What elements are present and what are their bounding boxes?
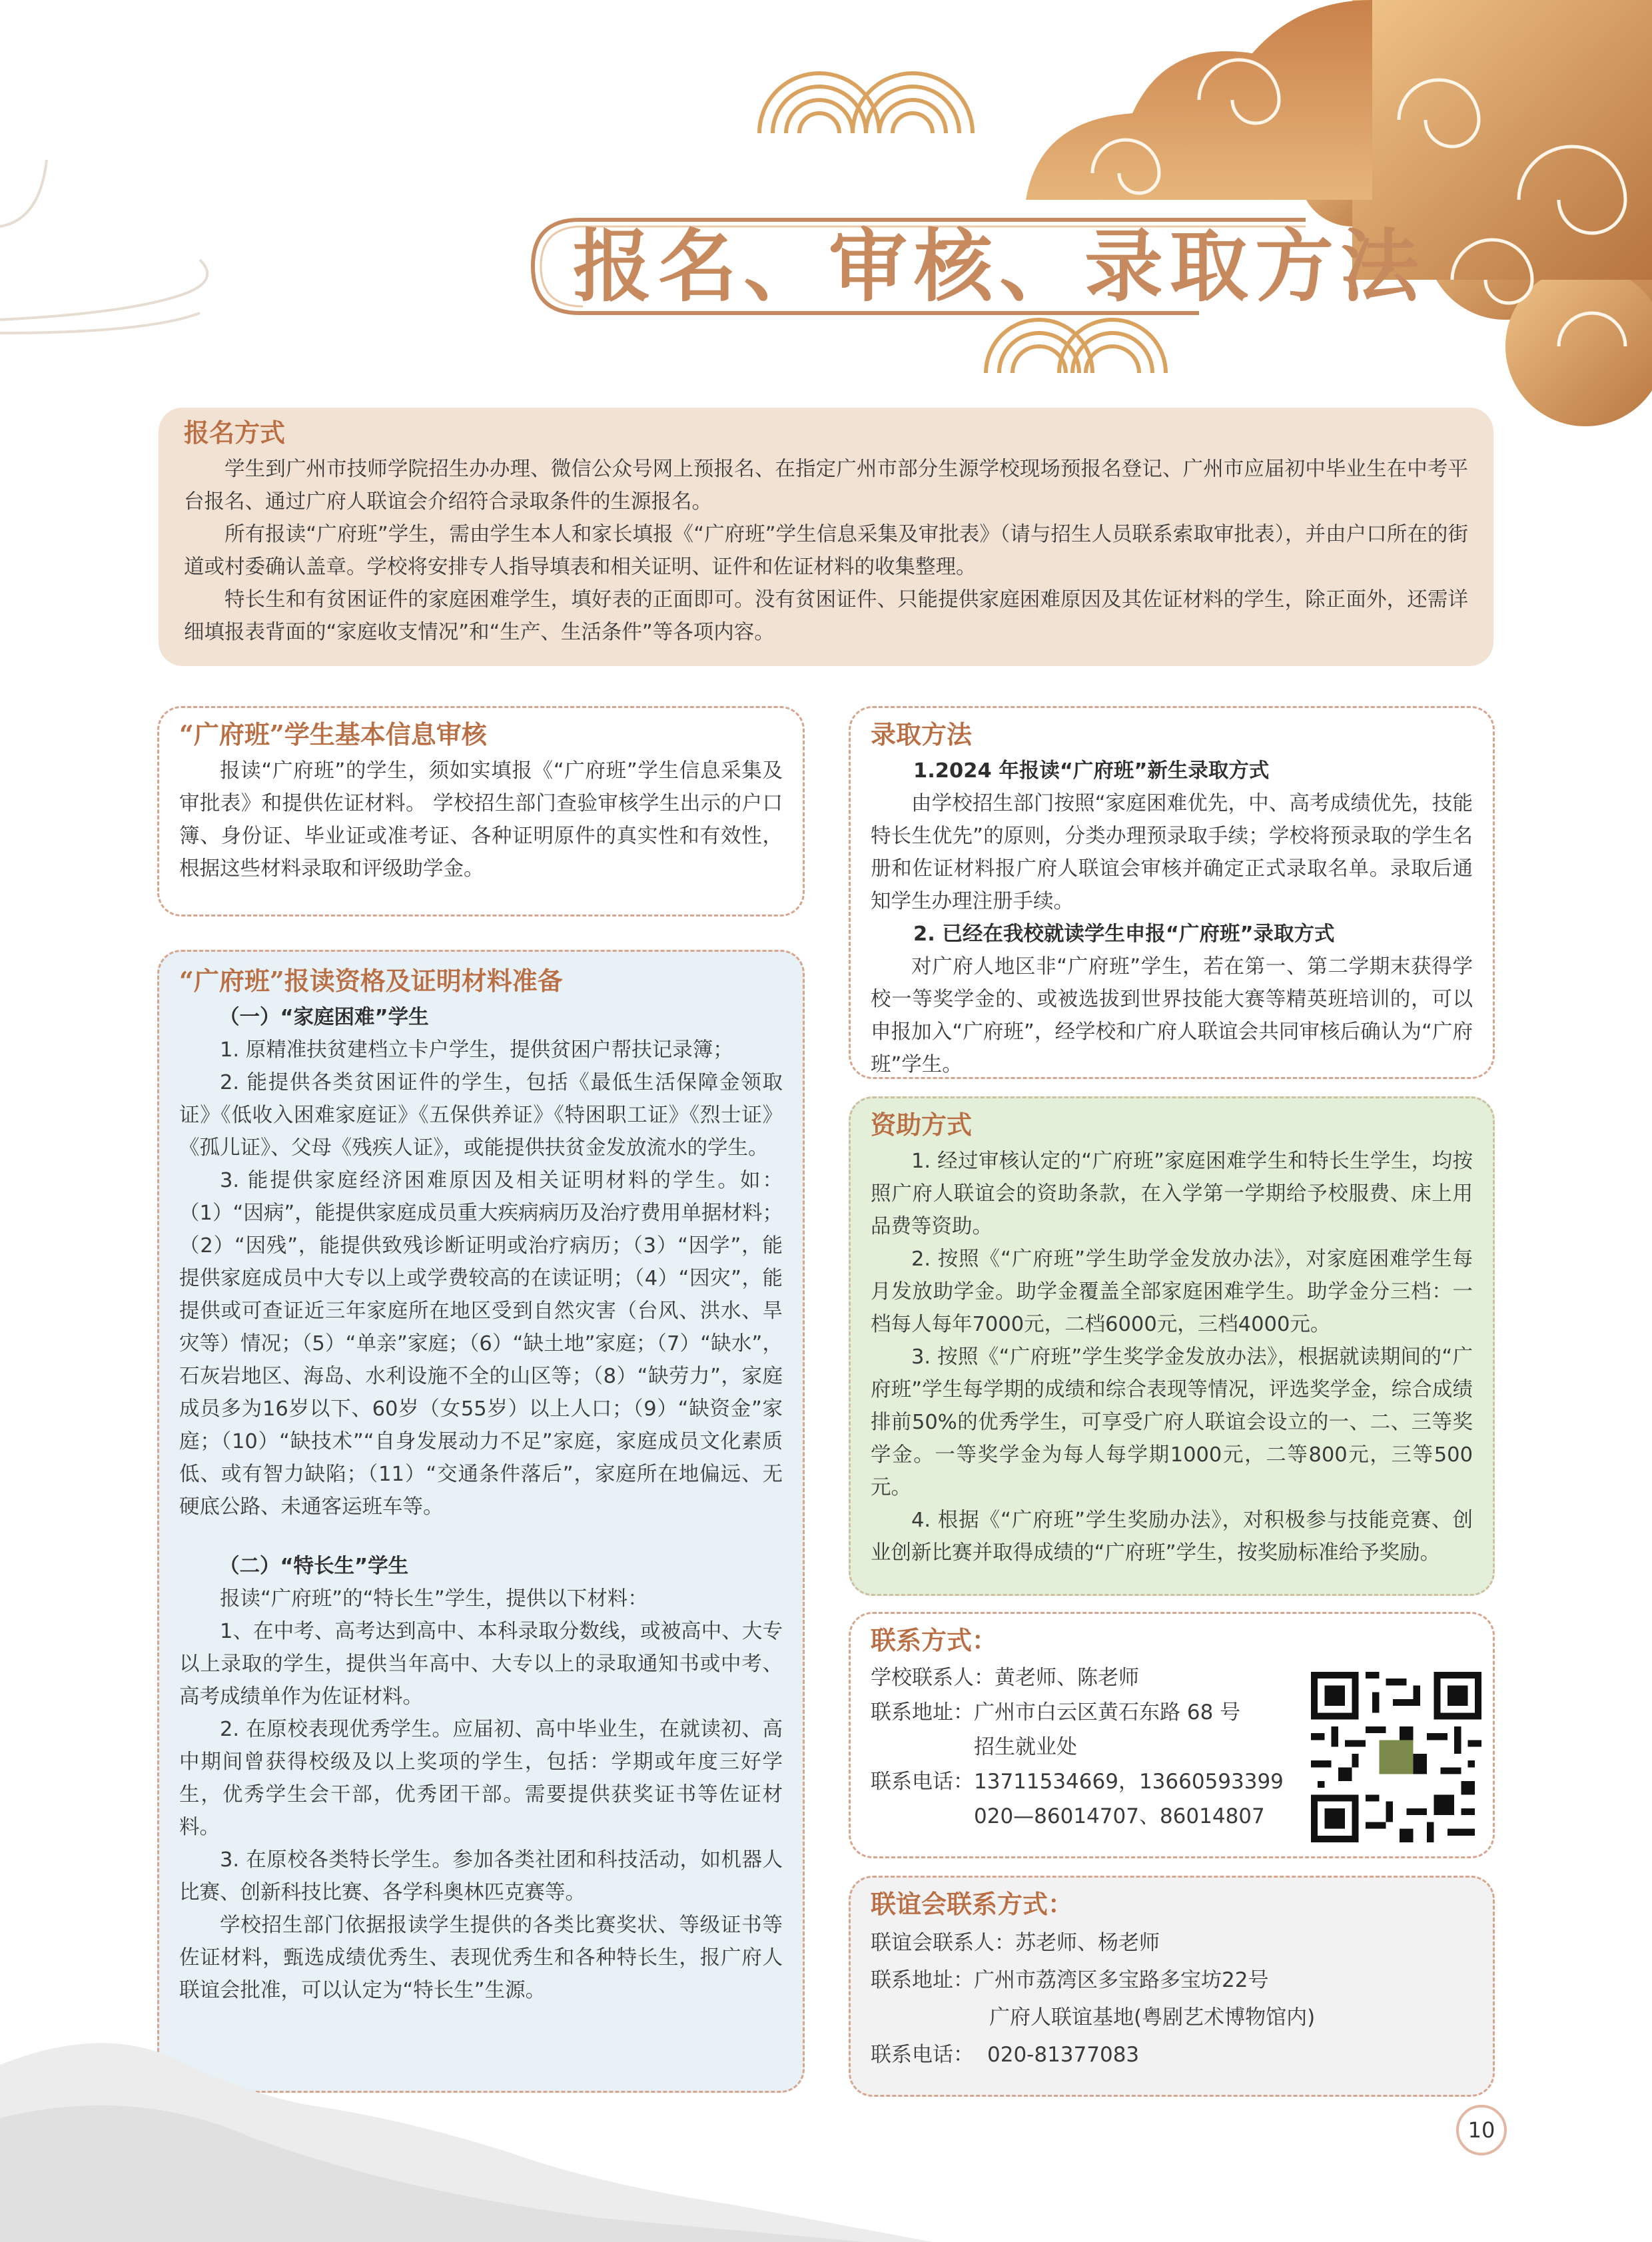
qualification-item: 学校招生部门依据报读学生提供的各类比赛奖状、等级证书等佐证材料，甄选成绩优秀生、表现优秀生和各种特长生，报广府人联谊会批准，可以认定为“特长生”生源。 <box>179 1914 783 2002</box>
qualification-subtitle-hardship: （一）“家庭困难”学生 <box>219 1006 429 1029</box>
admission-paragraph: 由学校招生部门按照“家庭困难优先，中、高考成绩优先，技能特长生优先”的原则，分类办理预录取手续；学校将预录取的学生名册和佐证材料报广府人联谊会审核并确定正式录取名单。录取后通知学生办理注册手续。 <box>871 792 1473 913</box>
association-address-line2: 广府人联谊基地(粤剧艺术博物馆内) <box>989 2006 1316 2030</box>
qualification-item: 2. 能提供各类贫困证件的学生，包括《最低生活保障金领取证》《低收入困难家庭证》《五保供养证》《特困职工证》《烈士证》《孤儿证》、父母《残疾人证》，或能提供扶贫金发放流水的学生。 <box>179 1071 783 1160</box>
qualification-item: 2. 在原校表现优秀学生。应届初、高中毕业生，在就读初、高中期间曾获得校级及以上奖项的学生，包括：学期或年度三好学生，优秀学生会干部，优秀团干部。需要提供获奖证书等佐证材料。 <box>179 1718 783 1839</box>
page-title: 报名、审核、录取方法 <box>573 220 1426 312</box>
admission-paragraph: 对广府人地区非“广府班”学生，若在第一、第二学期末获得学校一等奖学金的、或被选拔到世界技能大赛等精英班培训的，可以申报加入“广府班”，经学校和广府人联谊会共同审核后确认为“广府班”学生。 <box>871 955 1473 1076</box>
association-title: 联谊会联系方式： <box>871 1889 1074 1919</box>
contact-person: 学校联系人：黄老师、陈老师 <box>871 1666 1139 1690</box>
admission-section <box>849 706 1495 1079</box>
aid-paragraph: 3. 按照《“广府班”学生奖学金发放办法》，根据就读期间的“广府班”学生每学期的成绩和综合表现等情况，评选奖学金，综合成绩排前50%的优秀学生，可享受广府人联谊会设立的一、二、三等奖学金。一等奖学金为每人每学期1000元，二等800元，三等500元。 <box>871 1345 1473 1499</box>
registration-paragraph: 学生到广州市技师学院招生办办理、微信公众号网上预报名、在指定广州市部分生源学校现场预报名登记、广州市应届初中毕业生在中考平台报名、通过广府人联谊会介绍符合录取条件的生源报名。 <box>184 458 1468 514</box>
association-section <box>849 1876 1495 2097</box>
mountain-decoration <box>0 1985 933 2242</box>
qualification-item: 1. 原精准扶贫建档立卡户学生，提供贫困户帮扶记录簿； <box>220 1038 733 1062</box>
aid-paragraph: 2. 按照《“广府班”学生助学金发放办法》，对家庭困难学生每月发放助学金。助学金覆盖全部家庭困难学生。助学金分三档：一档每人每年7000元，二档6000元，三档4000元。 <box>871 1248 1473 1336</box>
aid-title: 资助方式 <box>871 1110 973 1140</box>
qualification-title: “广府班”报读资格及证明材料准备 <box>179 966 563 996</box>
contact-address-label: 联系地址： <box>871 1700 974 1724</box>
qualification-section <box>157 950 805 2093</box>
admission-title: 录取方法 <box>871 719 973 749</box>
association-phone: 020-81377083 <box>987 2043 1140 2067</box>
registration-section <box>159 408 1493 666</box>
contact-phone-label: 联系电话： <box>871 1770 974 1794</box>
contact-address: 广州市白云区黄石东路 68 号 <box>974 1700 1241 1724</box>
qualification-item: 报读“广府班”的“特长生”学生，提供以下材料： <box>220 1587 648 1611</box>
aid-paragraph: 1. 经过审核认定的“广府班”家庭困难学生和特长生学生，均按照广府人联谊会的资助条款，在入学第一学期给予校服费、床上用品费等资助。 <box>871 1150 1473 1238</box>
registration-paragraph: 所有报读“广府班”学生，需由学生本人和家长填报《“广府班”学生信息采集及审批表》（请与招生人员联系索取审批表），并由户口所在的街道或村委确认盖章。学校将安排专人指导填表和相关证明、证件和佐证材料的收集整理。 <box>184 523 1468 579</box>
association-address: 广州市荔湾区多宝路多宝坊22号 <box>974 1968 1269 1992</box>
association-address-label: 联系地址： <box>871 1968 974 1992</box>
aid-section <box>849 1096 1495 1596</box>
contact-phone: 13711534669，13660593399 <box>974 1770 1284 1794</box>
review-title: “广府班”学生基本信息审核 <box>179 719 487 749</box>
contact-title: 联系方式： <box>871 1625 998 1655</box>
page-number: 10 <box>1456 2105 1507 2155</box>
qualification-subtitle-talent: （二）“特长生”学生 <box>219 1555 409 1578</box>
admission-subtitle: 2. 已经在我校就读学生申报“广府班”录取方式 <box>913 923 1335 946</box>
qualification-item: 1、在中考、高考达到高中、本科录取分数线，或被高中、大专以上录取的学生，提供当年高中、大专以上的录取通知书或中考、高考成绩单作为佐证材料。 <box>179 1620 783 1708</box>
association-phone-label: 联系电话： <box>871 2043 974 2067</box>
qualification-item: 3. 在原校各类特长学生。参加各类社团和科技活动，如机器人比赛、创新科技比赛、各学科奥林匹克赛等。 <box>179 1848 783 1904</box>
review-section <box>157 706 805 917</box>
contact-phone-line2: 020—86014707、86014807 <box>974 1804 1265 1828</box>
aid-paragraph: 4. 根据《“广府班”学生奖励办法》，对积极参与技能竞赛、创业创新比赛并取得成绩的“广府班”学生，按奖励标准给予奖励。 <box>871 1509 1473 1565</box>
registration-title: 报名方式 <box>184 418 286 448</box>
review-paragraph: 报读“广府班”的学生，须如实填报《“广府班”学生信息采集及审批表》和提供佐证材料。 学校招生部门查验审核学生出示的户口簿、身份证、毕业证或准考证、各种证明原件的真实性和有效性，根据这些材料录取和评级助学金。 <box>179 759 783 881</box>
qr-code-icon <box>1311 1672 1481 1842</box>
contact-address-line2: 招生就业处 <box>974 1735 1077 1759</box>
association-person: 联谊会联系人：苏老师、杨老师 <box>871 1931 1160 1955</box>
qualification-item: 3. 能提供家庭经济困难原因及相关证明材料的学生。如：（1）“因病”，能提供家庭成员重大疾病病历及治疗费用单据材料；（2）“因残”，能提供致残诊断证明或治疗病历；（3）“因学”，能提供家庭成员中大专以上或学费较高的在读证明；（4）“因灾”，能提供或可查证近三年家庭所在地区受到自然灾害（台风、洪水、旱灾等）情况；（5）“单亲”家庭；（6）“缺土地”家庭；（7）“缺水”，石灰岩地区、海岛、水利设施不全的山区等；（8）“缺劳力”，家庭成员多为16岁以下、60岁（女55岁）以上人口；（9）“缺资金”家庭；（10）“缺技术”“自身发展动力不足”家庭，家庭成员文化素质低、或有智力缺陷；（11）“交通条件落后”，家庭所在地偏远、无硬底公路、未通客运班车等。 <box>179 1169 783 1519</box>
registration-paragraph: 特长生和有贫困证件的家庭困难学生，填好表的正面即可。没有贫困证件、只能提供家庭困难原因及其佐证材料的学生，除正面外，还需详细填报表背面的“家庭收支情况”和“生产、生活条件”等各项内容。 <box>184 588 1468 644</box>
admission-subtitle: 1.2024 年报读“广府班”新生录取方式 <box>913 759 1270 783</box>
